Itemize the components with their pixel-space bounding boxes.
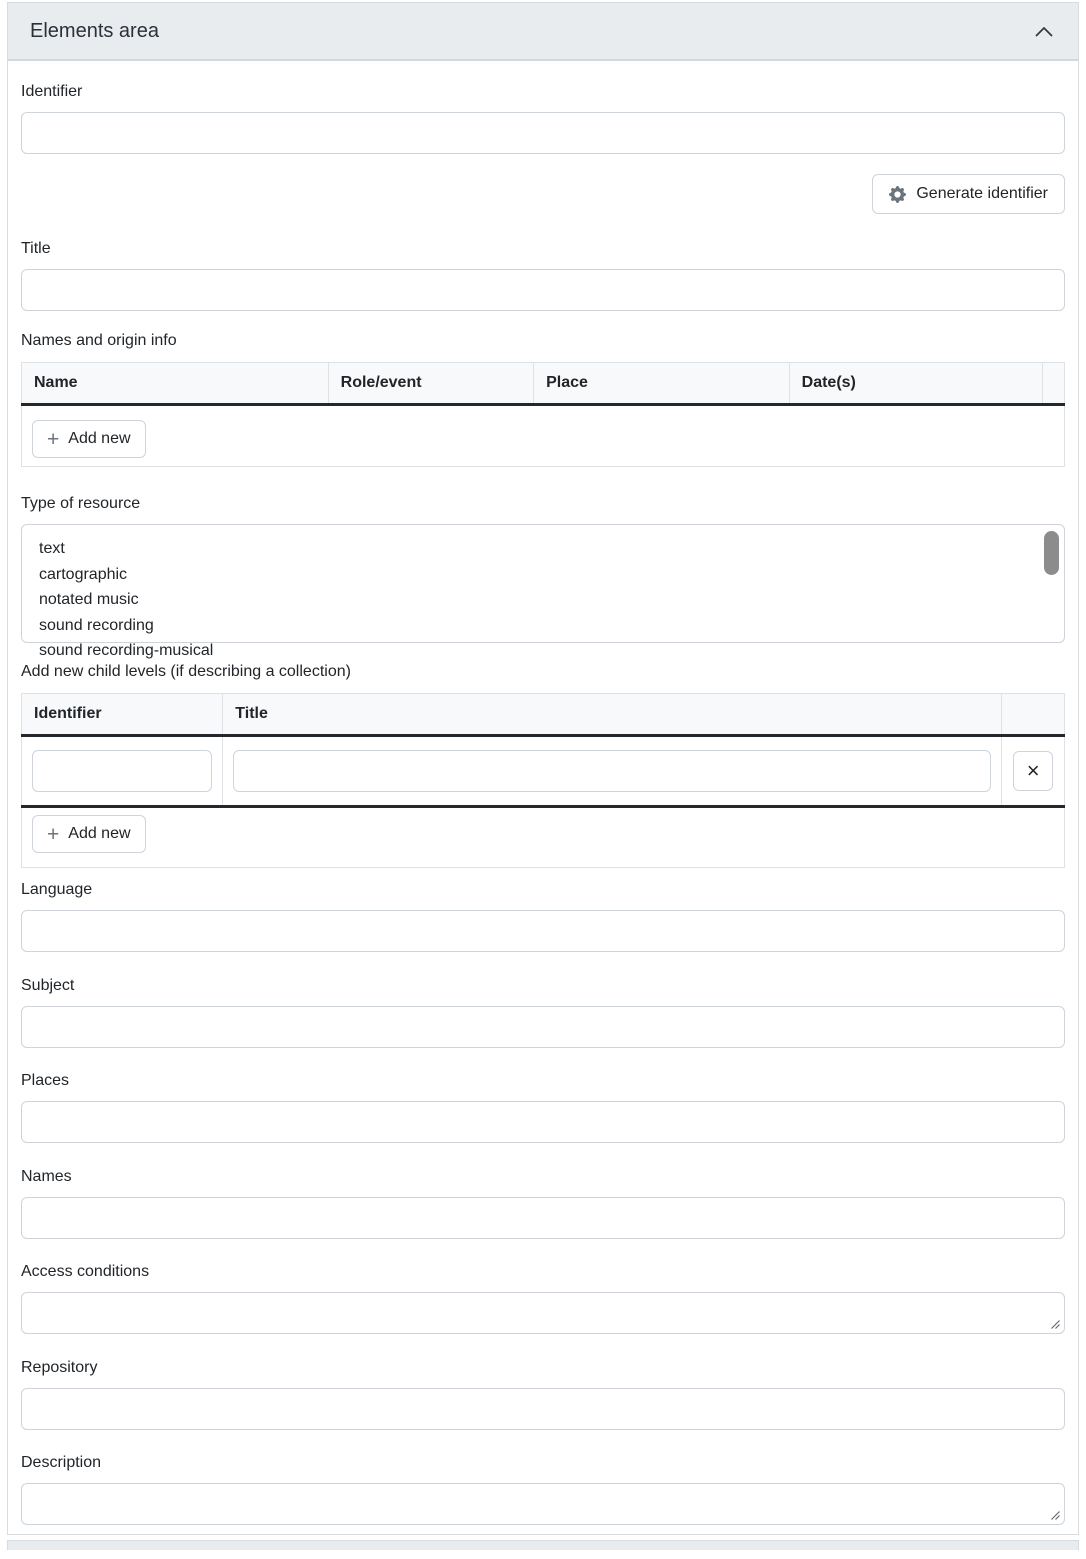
child-level-title-input[interactable] bbox=[233, 750, 991, 792]
type-of-resource-group bbox=[21, 495, 1065, 660]
gear-icon bbox=[889, 186, 906, 203]
generate-identifier-button[interactable] bbox=[872, 174, 1065, 214]
repository-field-group bbox=[21, 1359, 1065, 1430]
names-origin-label: Names and origin info bbox=[21, 332, 177, 349]
description-label: Description bbox=[21, 1454, 102, 1471]
names-origin-col-name: Name bbox=[22, 363, 329, 405]
access-conditions-textarea[interactable] bbox=[21, 1292, 1065, 1334]
access-conditions-field-group bbox=[21, 1263, 1065, 1334]
places-label: Places bbox=[21, 1072, 70, 1089]
names-label: Names bbox=[21, 1168, 72, 1185]
identifier-field-group bbox=[21, 83, 1065, 214]
scrollbar-thumb[interactable] bbox=[1044, 531, 1059, 575]
panel-header[interactable] bbox=[8, 3, 1078, 61]
names-origin-add-new-label: Add new bbox=[68, 430, 131, 447]
child-levels-add-new-label: Add new bbox=[68, 825, 131, 842]
names-origin-col-actions bbox=[1043, 363, 1065, 405]
remove-row-button[interactable] bbox=[1013, 751, 1053, 791]
places-input[interactable] bbox=[21, 1101, 1065, 1143]
generate-identifier-label: Generate identifier bbox=[916, 185, 1048, 202]
child-levels-label: Add new child levels (if describing a collection) bbox=[21, 663, 351, 680]
names-field-group bbox=[21, 1168, 1065, 1239]
description-textarea[interactable] bbox=[21, 1483, 1065, 1525]
child-levels-col-title: Title bbox=[223, 694, 1002, 736]
child-level-identifier-input[interactable] bbox=[32, 750, 212, 792]
names-origin-table bbox=[21, 362, 1065, 467]
identifier-input[interactable] bbox=[21, 112, 1065, 154]
panel-title: Elements area bbox=[30, 19, 159, 42]
language-input[interactable] bbox=[21, 910, 1065, 952]
type-of-resource-option[interactable]: notated music bbox=[39, 591, 139, 609]
plus-icon: + bbox=[47, 822, 60, 846]
repository-input[interactable] bbox=[21, 1388, 1065, 1430]
type-of-resource-listbox[interactable] bbox=[21, 524, 1065, 660]
type-of-resource-option[interactable]: cartographic bbox=[39, 565, 128, 583]
type-of-resource-option[interactable]: sound recording bbox=[39, 616, 154, 634]
type-of-resource-label: Type of resource bbox=[21, 495, 141, 512]
type-of-resource-option[interactable]: sound recording-musical bbox=[39, 642, 214, 660]
access-conditions-label: Access conditions bbox=[21, 1263, 150, 1280]
chevron-up-icon[interactable] bbox=[1034, 25, 1054, 38]
subject-input[interactable] bbox=[21, 1006, 1065, 1048]
child-levels-group bbox=[21, 663, 1065, 868]
places-field-group bbox=[21, 1072, 1065, 1143]
title-label: Title bbox=[21, 240, 51, 257]
names-origin-group bbox=[21, 332, 1065, 467]
plus-icon: + bbox=[47, 427, 60, 451]
close-icon: × bbox=[1026, 758, 1040, 783]
child-levels-table bbox=[21, 693, 1065, 868]
child-levels-col-identifier: Identifier bbox=[22, 694, 223, 736]
repository-label: Repository bbox=[21, 1359, 98, 1376]
panel-body bbox=[8, 61, 1078, 1534]
names-input[interactable] bbox=[21, 1197, 1065, 1239]
title-input[interactable] bbox=[21, 269, 1065, 311]
names-origin-col-role-event: Role/event bbox=[328, 363, 533, 405]
child-level-row bbox=[22, 736, 1065, 807]
names-origin-col-place: Place bbox=[534, 363, 790, 405]
type-of-resource-option[interactable]: text bbox=[39, 540, 65, 557]
language-label: Language bbox=[21, 881, 93, 898]
next-panel-top-edge bbox=[7, 1540, 1079, 1550]
title-field-group bbox=[21, 240, 1065, 311]
child-levels-col-actions bbox=[1002, 694, 1065, 736]
subject-label: Subject bbox=[21, 977, 75, 994]
identifier-label: Identifier bbox=[21, 83, 83, 100]
names-origin-add-new-button[interactable] bbox=[32, 420, 146, 458]
elements-area-panel bbox=[7, 2, 1079, 1535]
description-field-group bbox=[21, 1454, 1065, 1525]
child-levels-add-new-button[interactable] bbox=[32, 815, 146, 853]
language-field-group bbox=[21, 881, 1065, 952]
names-origin-col-dates: Date(s) bbox=[789, 363, 1042, 405]
subject-field-group bbox=[21, 977, 1065, 1048]
